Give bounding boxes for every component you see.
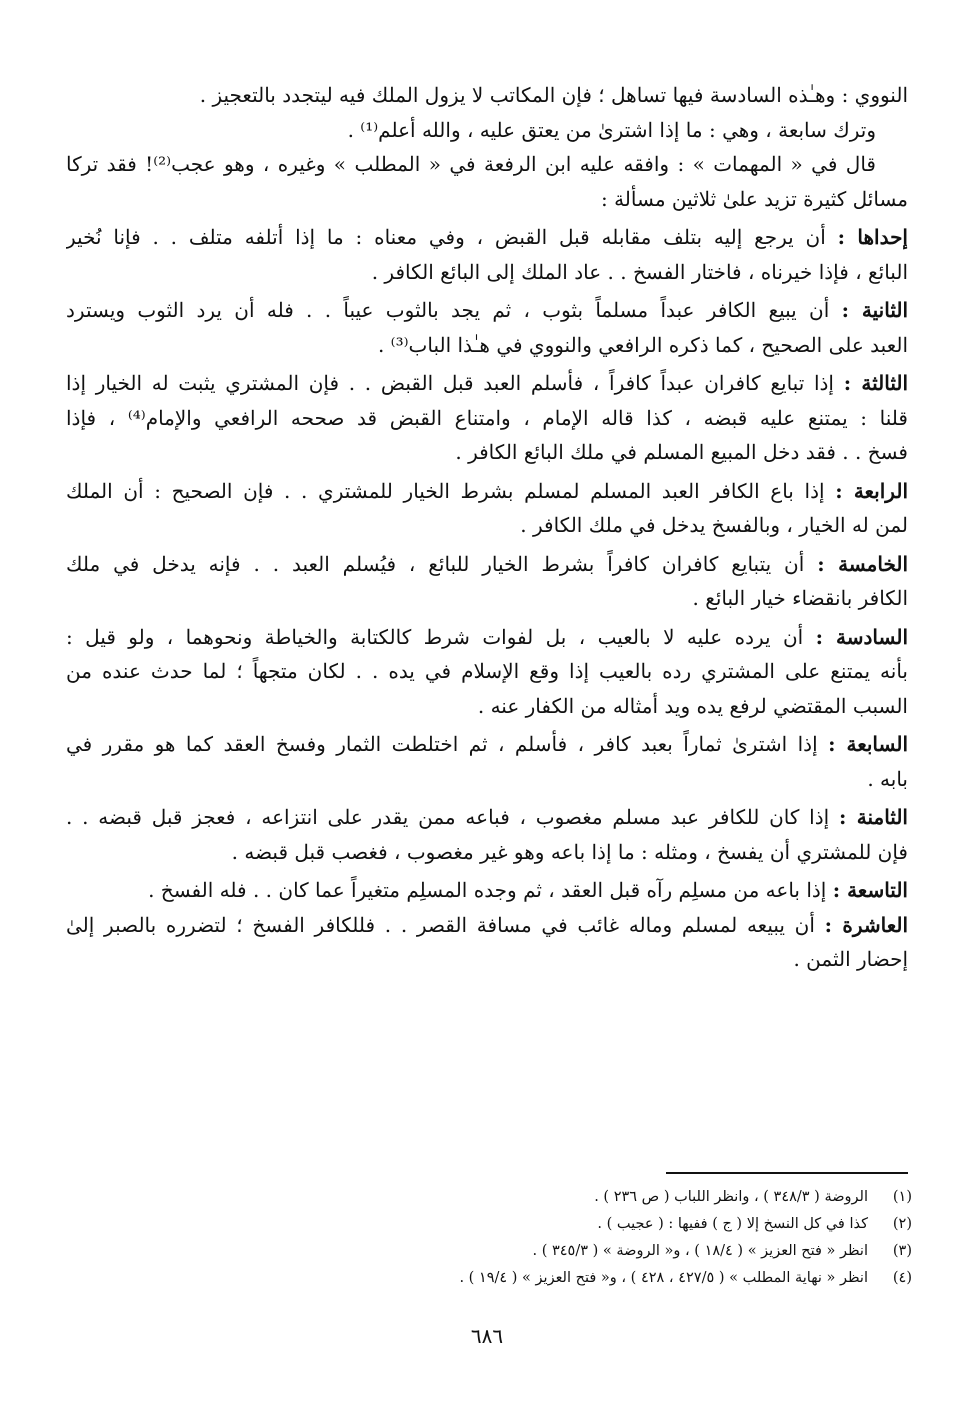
text-line <box>66 689 908 724</box>
text-line <box>66 366 908 401</box>
text-line <box>66 220 908 255</box>
line-text: إذا باعه من مسلِم رآه قبل العقد ، ثم وجده المسلِم متغيراً عما كان . . فله الفسخ . <box>148 878 833 902</box>
line-text: أن يبيعه لمسلم وماله غائب في مسافة القصر . . فللكافر الفسخ ؛ لتضرره بالصبر إلىٰ <box>66 912 825 937</box>
text-line <box>66 113 908 148</box>
text-line <box>66 435 908 470</box>
footnote <box>262 1184 912 1211</box>
line-text: مسائل كثيرة تزيد علىٰ ثلاثين مسألة : <box>600 186 908 211</box>
term-label: العاشرة : <box>824 912 908 937</box>
footnote-text: الروضة ( ٣٤٨/٣ ) ، وانظر اللباب ( ص ٢٣٦ ) . <box>594 1189 868 1205</box>
line-text: بابه . <box>867 766 908 791</box>
footnote-number: (٢) <box>892 1216 912 1232</box>
line-text: السبب المقتضي لرفع يده ويد أمثاله من الكفار عنه . <box>477 693 908 718</box>
text-line <box>66 401 908 436</box>
text-line <box>66 508 908 543</box>
text-line <box>66 255 908 290</box>
line-text: أن يرده عليه لا بالعيب ، بل لفوات شرط كالكتابة والخياطة ونحوهما ، ولو قيل : <box>66 624 816 649</box>
line-text: قلنا : يمتنع عليه قبضه ، كذا قاله الإمام ، وامتناع القبض قد صححه الرافعي والإمام⁽⁴⁾ ، فإذا <box>66 405 908 430</box>
line-text: أن يبيع الكافر عبداً مسلماً بثوب ، ثم يجد بالثوب عيباً . . فله أن يرد الثوب ويسترد <box>66 298 842 322</box>
text-line <box>66 908 908 943</box>
term-label: التاسعة : <box>832 878 908 902</box>
line-text: لمن له الخيار ، وبالفسخ يدخل في ملك الكافر . <box>520 513 908 537</box>
footnote <box>262 1265 912 1292</box>
line-text: إحضار الثمن . <box>793 947 908 971</box>
footnote-text: كذا في كل النسخ إلا ( ج ) ففيها : ( عجيب ) . <box>597 1216 868 1232</box>
text-line <box>66 620 908 655</box>
line-text: إذا اشترىٰ ثماراً بعبد كافر ، فأسلم ، ثم اختلطت الثمار وفسخ العقد كما هو مقرر في <box>66 732 829 756</box>
line-text: وترك سابعة ، وهي : ما إذا اشترىٰ من يعتق عليه ، والله أعلم⁽¹⁾ . <box>347 117 876 142</box>
line-text: النووي : وهـٰذه السادسة فيها تساهل ؛ فإن المكاتب لا يزول الملك فيه ليتجدد بالتعجيز . <box>199 83 908 107</box>
term-label: الثالثة : <box>843 371 908 395</box>
line-text: العبد على الصحيح ، كما ذكره الرافعي والنووي في هـٰذا الباب⁽³⁾ . <box>377 332 908 357</box>
text-line <box>66 727 908 762</box>
text-line <box>66 474 908 509</box>
text-line <box>66 147 908 182</box>
footnotes <box>262 1184 912 1292</box>
line-text: إذا باع الكافر العبد المسلم لمسلم بشرط الخيار للمشتري . . فإن الصحيح : أن الملك <box>66 478 836 503</box>
term-label: الخامسة : <box>817 551 908 576</box>
line-text: فسخ . . فقد دخل المبيع المسلم في ملك البائع الكافر . <box>455 440 908 464</box>
footnote-text: انظر « نهاية المطلب » ( ٤٢٧/٥ ، ٤٢٨ ) ، و« فتح العزيز » ( ١٩/٤ ) . <box>459 1270 868 1286</box>
text-line <box>66 873 908 908</box>
text-line <box>66 328 908 363</box>
term-label: الثانية : <box>841 298 908 322</box>
line-text: البائع ، فإذا خيرناه ، فاختار الفسخ . . عاد الملك إلى البائع الكافر . <box>371 259 908 284</box>
text-line <box>66 182 908 217</box>
line-text: بأنه يمتنع على المشتري رده بالعيب إذا وقع الإسلام في يده . . لكان متجهاً ؛ لما حدث عنده من <box>66 659 908 683</box>
text-line <box>66 78 908 113</box>
term-label: إحداها : <box>837 225 908 249</box>
footnote <box>262 1238 912 1265</box>
line-text: فإن للمشتري أن يفسخ ، ومثله : ما إذا باعه وهو غير مغصوب ، فغصب قبل قبضه . <box>231 839 908 864</box>
footnote-number: (٤) <box>892 1270 912 1286</box>
term-label: الرابعة : <box>835 478 908 503</box>
text-line <box>66 800 908 835</box>
text-line <box>66 293 908 328</box>
text-line <box>66 942 908 977</box>
footnote <box>262 1211 912 1238</box>
line-text: الكافر بانقضاء خيار البائع . <box>692 586 908 610</box>
term-label: السابعة : <box>828 732 908 756</box>
line-text: إذا كان للكافر عبد مسلم مغصوب ، فباعه ممن يقدر على انتزاعه ، فعجز قبل قبضه . . <box>66 805 839 829</box>
text-line <box>66 581 908 616</box>
footnote-text: انظر « فتح العزيز » ( ١٨/٤ ) ، و« الروضة » ( ٣٤٥/٣ ) . <box>532 1243 868 1259</box>
main-text <box>66 78 908 977</box>
text-line <box>66 835 908 870</box>
footnote-number: (١) <box>892 1189 912 1205</box>
page-number: ٦٨٦ <box>470 1324 504 1348</box>
text-line <box>66 547 908 582</box>
footnote-number: (٣) <box>892 1243 912 1259</box>
footnote-divider <box>666 1172 908 1174</box>
line-text: قال في « المهمات » : وافقه عليه ابن الرفعة في « المطلب » وغيره ، وهو عجب⁽²⁾! فقد تركا <box>66 152 876 176</box>
term-label: الثامنة : <box>838 805 908 829</box>
line-text: أن يتبايع كافران كافراً بشرط الخيار للبائع ، فيُسلم العبد . . فإنه يدخل في ملك <box>66 551 818 576</box>
term-label: السادسة : <box>815 624 908 649</box>
line-text: إذا تبايع كافران عبداً كافراً ، فأسلم العبد قبل القبض . . فإن المشتري يثبت له الخيار إذا <box>66 371 844 395</box>
line-text: أن يرجع إليه بتلف مقابله قبل القبض ، وفي معناه : ما إذا أتلفه متلف . . فإنا نُخير <box>66 225 838 249</box>
text-line <box>66 654 908 689</box>
text-line <box>66 762 908 797</box>
